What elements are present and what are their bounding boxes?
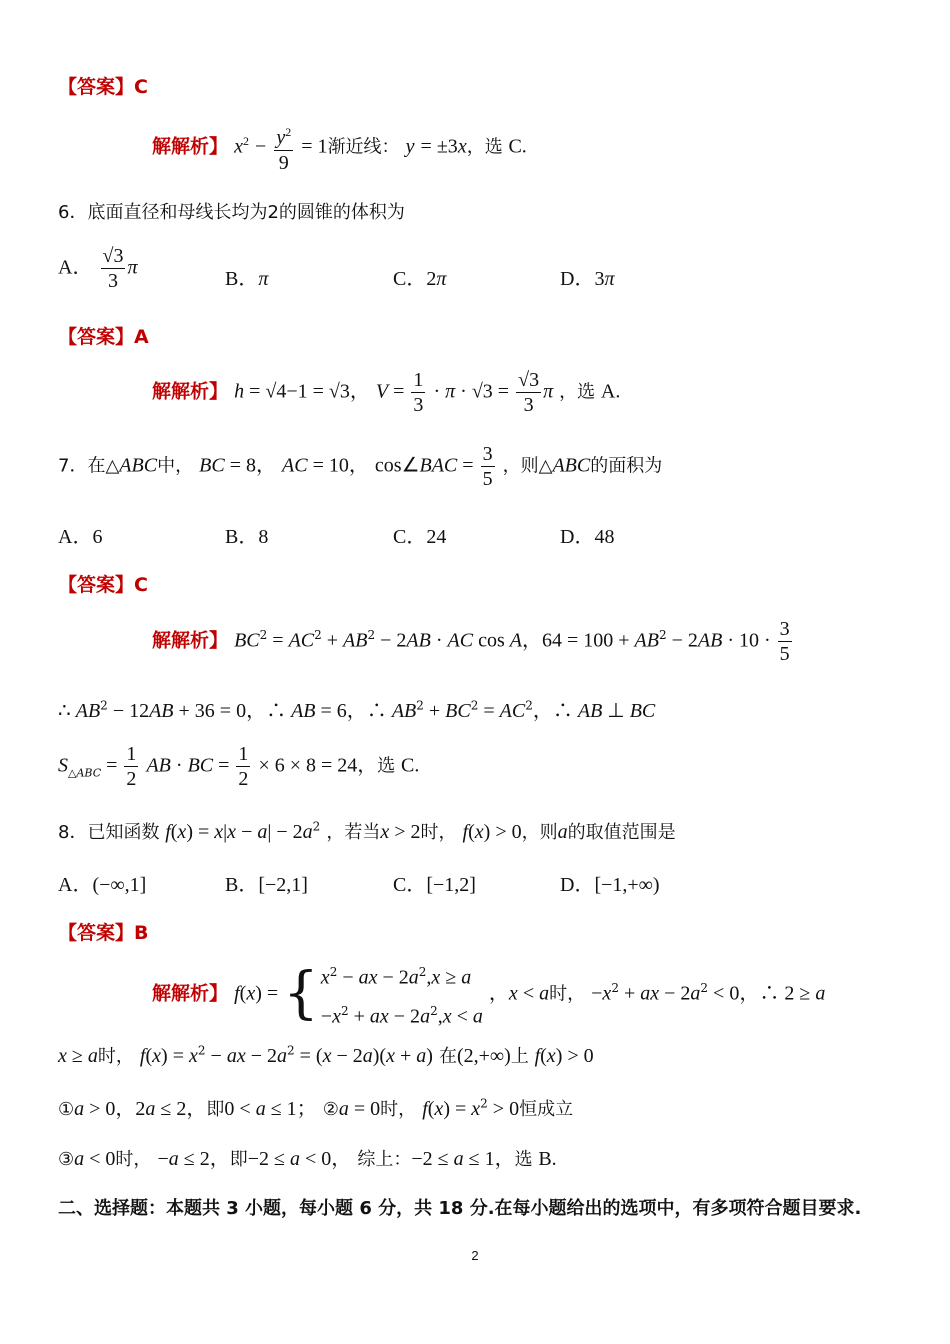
q6-stem: 6．底面直径和母线长均为2的圆锥的体积为 bbox=[58, 202, 405, 223]
q7-option-d: D．48 bbox=[560, 526, 615, 548]
q8-option-a: A．(−∞,1] bbox=[58, 874, 147, 896]
q6-answer: 【答案】A bbox=[58, 326, 149, 348]
q8-analysis-3: ①a > 0，2a ≤ 2，即0 < a ≤ 1； ②a = 0时， $f(x) = x^2 > 0$恒成立 bbox=[58, 1096, 574, 1120]
q6-option-d: D．3π bbox=[560, 268, 615, 290]
q8-option-b: B．[−2,1] bbox=[225, 874, 308, 896]
q8-analysis-1: 解解析】 f(x) = { $x^2$ − ax − $2a^2,x \ge a$ $-x^2$ + ax − $2a^2,x < a$ ，x < a时， $-x^2$ + ax − $2a^2 < 0$，∴ 2 ≥ a bbox=[152, 961, 826, 1028]
q7-option-b: B．8 bbox=[225, 526, 269, 548]
q6-option-b: B．π bbox=[225, 268, 269, 290]
q7-option-c: C．24 bbox=[393, 526, 447, 548]
q8-analysis-2: x ≥ a时， $f(x) = x^2$ − ax − $2a^2 = (x - 2a)(x + a)$ 在(2,+∞)上 f(x) > 0 bbox=[58, 1043, 594, 1067]
q6-option-c: C．2π bbox=[393, 268, 447, 290]
q7-analysis-3: $S_{\triangle ABC}$ = $\frac{1}{2}$ AB · BC = $\frac{1}{2}$ × 6 × 8 = 24，选 C. bbox=[58, 743, 420, 790]
section-heading: 二、选择题：本题共 3 小题，每小题 6 分，共 18 分.在每小题给出的选项中，有多项符合题目要求. bbox=[58, 1198, 862, 1219]
q5-answer: 【答案】C bbox=[58, 76, 148, 98]
q8-analysis-4: ③a < 0时， −a ≤ 2，即−2 ≤ a < 0， 综上：−2 ≤ a ≤ 1，选 B. bbox=[58, 1148, 557, 1170]
q5-analysis: 解解析】 $x^2$ − $\frac{y^2}{9}$ = 1渐近线： y = ±3x，选 C. bbox=[152, 120, 950, 175]
q8-answer: 【答案】B bbox=[58, 922, 149, 944]
q8-option-d: D．[−1,+∞) bbox=[560, 874, 660, 896]
analysis-label: 解解析】 bbox=[152, 135, 229, 158]
q7-option-a: A．6 bbox=[58, 526, 103, 548]
q7-analysis-1: 解解析】 $BC^2 = AC^2 + AB^2 - 2AB$ · AC cos A，$64 = 100 + AB^2 - 2AB \cdot 10$ · $\frac{3}{5}$ bbox=[152, 618, 790, 665]
q6-option-a: A． $\frac{√3}{3}$ π bbox=[58, 245, 138, 292]
page-number: 2 bbox=[471, 1248, 479, 1263]
q7-stem: 7．在△ABC中， BC = 8， AC = 10， cos∠BAC = $\frac{3}{5}$ ，则△ABC的面积为 bbox=[58, 443, 663, 490]
q7-analysis-2: ∴ $AB^2 - 12AB + 36 = 0$，∴ AB = 6，∴ $AB^2 + BC^2 = AC^2$，∴ AB ⊥ BC bbox=[58, 698, 656, 722]
q7-answer: 【答案】C bbox=[58, 574, 148, 596]
q6-analysis: 解解析】 h = √4−1 = √3， V = $\frac{1}{3}$ · π · √3 = $\frac{√3}{3}$ π ，选 A. bbox=[152, 369, 621, 416]
q8-stem: 8．已知函数 $f(x) = x|x - a| - 2a^2$ ，若当x > 2时， f(x) > 0，则a的取值范围是 bbox=[58, 819, 676, 843]
q8-option-c: C．[−1,2] bbox=[393, 874, 476, 896]
